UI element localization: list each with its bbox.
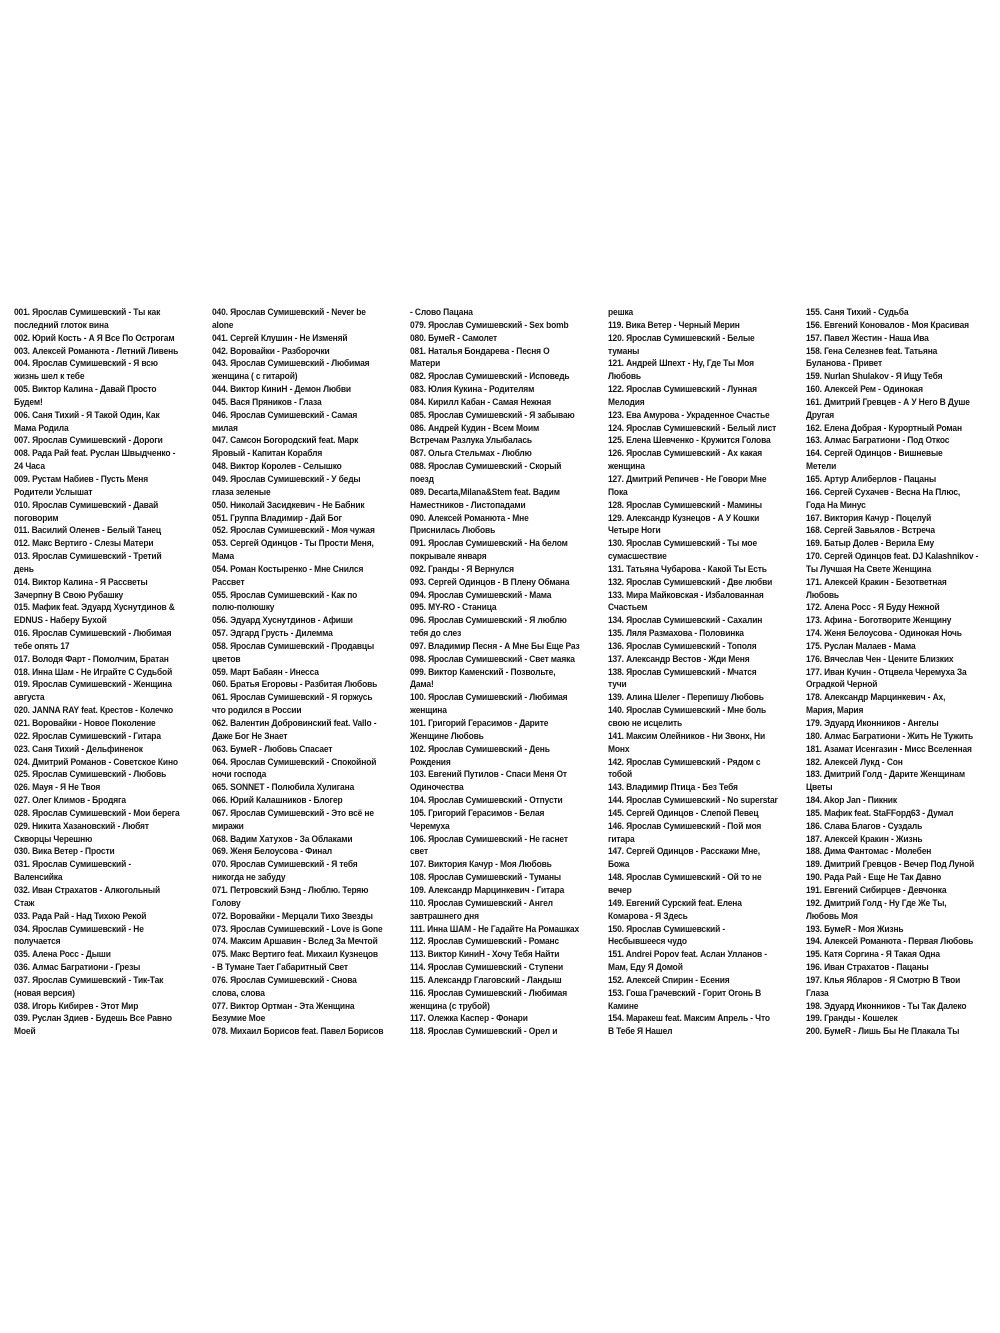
track-line: Цветы [806,781,833,793]
track-line: 180. Алмас Багратиони - Жить Не Тужить [806,729,974,741]
track-line: EDNUS - Наберу Бухой [14,614,107,626]
track-line: 145. Сергей Одинцов - Слепой Певец [608,806,759,818]
track-line: 143. Владимир Птица - Без Тебя [608,781,738,793]
track-line: милая [212,421,238,433]
track-line: Монх [608,742,630,754]
track-line: 031. Ярослав Сумишевский - [14,858,132,870]
track-line: 040. Ярослав Сумишевский - Never be [212,306,366,317]
track-line: 181. Азамат Исенгазин - Мисс Вселенная [806,742,972,754]
track-line: женщина [608,460,645,472]
track-line: 055. Ярослав Сумишевский - Как по [212,588,358,600]
track-line: 005. Виктор Калина - Давай Просто [14,383,157,395]
track-line: Мам, Еду Я Домой [608,961,683,973]
track-line: 170. Сергей Одинцов feat. DJ Kalashnikov - [806,550,979,562]
track-line: 078. Михаил Борисов feat. Павел Борисов [212,1025,384,1037]
track-line: жизнь шел к тебе [14,370,85,382]
track-line: 113. Виктор КиниН - Хочу Тебя Найти [410,948,560,960]
track-line: получается [14,935,61,947]
track-line: 032. Иван Страхатов - Алкогольный [14,883,161,895]
track-line: 017. Володя Фарт - Помолчим, Братан [14,652,169,664]
track-line: женщина [410,704,447,716]
track-line: Родители Услышат [14,485,93,497]
track-line: 068. Вадим Хатухов - За Облаками [212,832,353,844]
track-line: 008. Рада Рай feat. Руслан Швыдченко - [14,447,176,459]
track-line: ночи господа [212,768,267,780]
track-line: 054. Роман Костыренко - Мне Снился [212,562,364,574]
track-line: 144. Ярослав Сумишевский - No superstar [608,794,778,806]
track-line: 166. Сергей Сухачев - Весна На Плюс, [806,485,961,497]
track-line: 050. Николай Засидкевич - Не Бабник [212,498,365,510]
track-line: 126. Ярослав Сумишевский - Ах какая [608,447,763,459]
track-line: 146. Ярослав Сумишевский - Пой моя [608,819,762,831]
track-line: 127. Дмитрий Репичев - Не Говори Мне [608,472,767,484]
tracklist-column-1 [14,306,204,1038]
track-line: Метели [806,460,837,472]
track-line: Камине [608,999,639,1011]
track-line: 24 Часа [14,460,45,472]
track-line: 035. Алена Росс - Дыши [14,948,111,960]
track-line: Одиночества [410,781,464,793]
track-line: 125. Елена Шевченко - Кружится Голова [608,434,771,446]
track-line: 009. Рустам Набиев - Пусть Меня [14,472,149,484]
track-line: Даже Бог Не Знает [212,729,288,741]
track-line: последний глоток вина [14,318,109,330]
track-line: 047. Самсон Богородский feat. Марк [212,434,359,446]
track-line: 156. Евгений Коновалов - Моя Красивая [806,318,969,330]
track-line: 173. Афина - Боготворите Женщину [806,614,952,626]
track-line: 058. Ярослав Сумишевский - Продавцы [212,639,375,651]
track-line: 080. БумеR - Самолет [410,331,498,343]
track-line: 099. Виктор Каменский - Позвольте, [410,665,556,677]
track-line: 093. Сергей Одинцов - В Плену Обмана [410,575,570,587]
track-line: 101. Григорий Герасимов - Дарите [410,717,549,728]
track-line: В Тебе Я Нашел [608,1025,673,1037]
track-line: 120. Ярослав Сумишевский - Белые [608,331,755,343]
track-line: 091. Ярослав Сумишевский - На белом [410,537,568,549]
track-line: 109. Александр Марцинкевич - Гитара [410,883,565,895]
track-line: 103. Евгений Путилов - Спаси Меня От [410,768,567,780]
track-line: 021. Воровайки - Новое Поколение [14,717,156,728]
track-line: 001. Ярослав Сумишевский - Ты как [14,306,161,317]
track-line: 163. Алмас Багратиони - Под Откос [806,434,950,446]
track-line: 026. Мауя - Я Не Твоя [14,781,101,793]
track-line: 066. Юрий Калашников - Блогер [212,794,343,806]
track-line: 090. Алексей Романюта - Мне [410,511,529,523]
track-line: 053. Сергей Одинцов - Ты Прости Меня, [212,537,374,549]
track-line: Валенсийка [14,871,63,883]
track-line: 194. Алексей Романюта - Первая Любовь [806,935,974,947]
track-line: 007. Ярослав Сумишевский - Дороги [14,434,163,446]
track-line: 024. Дмитрий Романов - Советское Кино [14,755,178,767]
track-line: 131. Татьяна Чубарова - Какой Ты Есть [608,562,767,574]
track-line: тебя до слез [410,627,462,639]
track-line: 155. Саня Тихий - Судьба [806,306,909,317]
track-line: 003. Алексей Романюта - Летний Ливень [14,344,179,356]
track-line: 044. Виктор КиниН - Демон Любви [212,383,351,395]
track-line: 171. Алексей Кракин - Безответная [806,575,947,587]
track-line: 136. Ярослав Сумишевский - Тополя [608,639,757,651]
track-line: тебе опять 17 [14,639,70,651]
track-line: 056. Эдуард Хуснутдинов - Афиши [212,614,353,626]
track-line: 175. Руслан Малаев - Мама [806,639,916,651]
track-line: Пока [608,485,628,497]
track-line: 071. Петровский Бэнд - Люблю. Теряю [212,883,369,895]
track-line: Встречам Разлука Улыбалась [410,434,532,446]
tracklist-column-3 [410,306,600,1038]
track-line: глаза зеленые [212,485,271,497]
track-line: 051. Группа Владимир - Дай Бог [212,511,342,523]
track-line: 098. Ярослав Сумишевский - Свет маяка [410,652,575,664]
track-line: Божа [608,858,630,870]
track-line: Мама [212,550,235,562]
track-line: 104. Ярослав Сумишевский - Отпусти [410,794,563,806]
track-line: Яровый - Капитан Корабля [212,447,323,459]
track-line: 094. Ярослав Сумишевский - Мама [410,588,552,600]
track-line: 159. Nurlan Shulakov - Я Ищу Тебя [806,370,943,382]
track-line: никогда не забуду [212,871,286,883]
track-line: Мария, Мария [806,704,864,716]
track-line: 038. Игорь Кибирев - Этот Мир [14,999,139,1011]
track-line: Мама Родила [14,421,69,433]
track-line: 087. Ольга Стельмах - Люблю [410,447,532,459]
track-line: что родился в России [212,704,302,716]
track-line: 151. Andrei Popov feat. Аслан Улланов - [608,948,767,960]
track-line: 183. Дмитрий Голд - Дарите Женщинам [806,768,965,780]
track-line: 052. Ярослав Сумишевский - Моя чужая [212,524,375,536]
track-line: 023. Саня Тихий - Дельфиненок [14,742,143,754]
track-line: 165. Артур Алиберлов - Пацаны [806,472,937,484]
track-line: 192. Дмитрий Голд - Ну Где Же Ты, [806,896,947,908]
track-line: 083. Юлия Кукина - Родителям [410,383,535,395]
track-line: 002. Юрий Кость - А Я Все По Острогам [14,331,175,343]
track-line: Будем! [14,395,43,407]
track-line: Скворцы Черешню [14,832,93,844]
track-line: 164. Сергей Одинцов - Вишневые [806,447,943,459]
track-line: Дама! [410,678,434,690]
track-line: свет [410,845,428,857]
track-line: 118. Ярослав Сумишевский - Орел и [410,1025,558,1037]
track-line: покрывале января [410,550,487,562]
track-line: 033. Рада Рай - Над Тихою Рекой [14,909,147,921]
track-line: 049. Ярослав Сумишевский - У беды [212,472,361,484]
track-line: 111. Инна ШАМ - Не Гадайте На Ромашках [410,922,580,934]
track-line: Стаж [14,896,35,908]
track-line: 123. Ева Амурова - Украденное Счастье [608,408,770,420]
track-line: 028. Ярослав Сумишевский - Мои берега [14,806,180,818]
track-line: 042. Воровайки - Разборочки [212,344,330,356]
track-line: 100. Ярослав Сумишевский - Любимая [410,691,568,703]
track-line: Буланова - Привет [806,357,883,369]
track-line: 200. БумеR - Лишь Бы Не Плакала Ты [806,1025,960,1037]
track-line: 085. Ярослав Сумишевский - Я забываю [410,408,575,420]
track-line: 088. Ярослав Сумишевский - Скорый [410,460,562,472]
track-line: 025. Ярослав Сумишевский - Любовь [14,768,167,780]
track-line: 157. Павел Жестин - Наша Ива [806,331,929,343]
track-line: 045. Вася Пряников - Глаза [212,395,322,407]
track-line: 153. Гоша Грачевский - Горит Огонь В [608,986,762,998]
track-line: 196. Иван Страхатов - Пацаны [806,961,929,973]
track-line: 041. Сергей Клушин - Не Изменяй [212,331,348,343]
tracklist-column-5 [806,306,996,1038]
tracklist-column-4 [608,306,798,1038]
track-line: 168. Сергей Завьялов - Встреча [806,524,935,536]
track-line: 039. Руслан Здиев - Будешь Все Равно [14,1012,172,1024]
track-line: Другая [806,408,835,420]
track-line: 114. Ярослав Сумишевский - Ступени [410,961,564,973]
track-line: 189. Дмитрий Гревцов - Вечер Под Луной [806,858,975,870]
track-line: туманы [608,344,640,356]
track-line: 015. Мафик feat. Эдуард Хуснутдинов & [14,601,175,613]
track-line: 030. Вика Ветер - Прости [14,845,115,857]
track-line: 140. Ярослав Сумишевский - Мне боль [608,704,767,716]
track-line: 010. Ярослав Сумишевский - Давай [14,498,159,510]
track-line: 197. Клья Ябларов - Я Смотрю В Твои [806,973,961,985]
track-line: 147. Сергей Одинцов - Расскажи Мне, [608,845,760,857]
track-line: 141. Максим Олейников - Ни Звонх, Ни [608,729,766,741]
track-line: 138. Ярослав Сумишевский - Мчатся [608,665,757,677]
track-line: 011. Василий Оленев - Белый Танец [14,524,161,536]
track-line: 107. Виктория Качур - Моя Любовь [410,858,552,870]
track-line: Черемуха [410,819,450,831]
track-line: 079. Ярослав Сумишевский - Sex bomb [410,318,569,330]
track-line: 130. Ярослав Сумишевский - Ты мое [608,537,758,549]
track-line: 102. Ярослав Сумишевский - День [410,742,550,754]
track-line: 046. Ярослав Сумишевский - Самая [212,408,358,420]
track-line: Наместников - Листопадами [410,498,526,510]
track-line: 152. Алексей Спирин - Есения [608,973,730,985]
track-line: (новая версия) [14,986,75,998]
track-line: 095. MY-RO - Станица [410,601,497,613]
track-line: 037. Ярослав Сумишевский - Тик-Так [14,973,164,985]
track-line: тобой [608,768,633,780]
track-line: 135. Ляля Размахова - Половинка [608,627,744,639]
track-line: 169. Батыр Долев - Верила Ему [806,537,935,549]
track-line: миражи [212,819,244,831]
track-line: 178. Александр Марцинкевич - Ах, [806,691,946,703]
track-line: 182. Алексей Лукд - Сон [806,755,903,767]
track-line: Голову [212,896,241,908]
track-line: день [14,562,34,574]
track-line: 012. Макс Вертиго - Слезы Матери [14,537,154,549]
track-line: Матери [410,357,441,369]
track-line: 029. Никита Хазановский - Любят [14,819,149,831]
track-line: поезд [410,472,434,484]
track-line: Любовь [608,370,641,382]
track-line: 016. Ярослав Сумишевский - Любимая [14,627,172,639]
track-line: Четыре Ноги [608,524,661,536]
track-line: 096. Ярослав Сумишевский - Я люблю [410,614,567,626]
track-line: 061. Ярослав Сумишевский - Я горжусь [212,691,373,703]
track-line: 179. Эдуард Иконников - Ангелы [806,717,939,728]
track-line: Ты Лучшая На Свете Женщина [806,562,932,574]
track-line: 074. Максим Аршавин - Вслед За Мечтой [212,935,378,947]
track-line: Несбывшееся чудо [608,935,687,947]
track-line: 019. Ярослав Сумишевский - Женщина [14,678,172,690]
track-line: 158. Гена Селезнев feat. Татьяна [806,344,938,356]
track-line: 004. Ярослав Сумишевский - Я всю [14,357,158,369]
track-line: 167. Виктория Качур - Поцелуй [806,511,932,523]
track-line: 081. Наталья Бондарева - Песня О [410,344,550,356]
track-line: 154. Маракеш feat. Максим Апрель - Что [608,1012,770,1024]
track-line: 112. Ярослав Сумишевский - Романс [410,935,560,947]
track-line: 129. Александр Кузнецов - А У Кошки [608,511,760,523]
track-line: 117. Олежка Каспер - Фонари [410,1012,528,1024]
track-line: Зачерпну В Свою Рубашку [14,588,124,600]
track-line: Приснилась Любовь [410,524,496,536]
track-line: 057. Эдгард Грусть - Дилемма [212,627,333,639]
track-line: Рассвет [212,575,245,587]
track-line: 060. Братья Егоровы - Разбитая Любовь [212,678,378,690]
track-line: 006. Саня Тихий - Я Такой Один, Как [14,408,160,420]
track-line: вечер [608,883,632,895]
track-line: 191. Евгений Сибирцев - Девчонка [806,883,947,895]
track-line: 027. Олег Климов - Бродяга [14,794,126,806]
track-line: 075. Макс Вертиго feat. Михаил Кузнецов [212,948,378,960]
track-line: цветов [212,652,241,664]
track-line: слова, слова [212,986,265,998]
track-line: августа [14,691,45,703]
track-line: Рождения [410,755,451,767]
track-line: завтрашнего дня [410,909,479,921]
track-line: 097. Владимир Песня - А Мне Бы Еще Раз [410,639,580,651]
track-line: 089. Decarta,Milana&Stem feat. Вадим [410,485,560,497]
track-line: 069. Женя Белоусова - Финал [212,845,332,857]
track-line: 064. Ярослав Сумишевский - Спокойной [212,755,377,767]
track-line: 187. Алексей Кракин - Жизнь [806,832,923,844]
track-line: 070. Ярослав Сумишевский - Я тебя [212,858,358,870]
track-line: Женщине Любовь [410,729,484,741]
track-line: - В Тумане Тает Габаритный Свет [212,961,348,973]
track-line: 172. Алена Росс - Я Буду Нежной [806,601,940,613]
track-line: 142. Ярослав Сумишевский - Рядом с [608,755,761,767]
track-line: 195. Катя Соргина - Я Такая Одна [806,948,940,960]
track-line: 043. Ярослав Сумишевский - Любимая [212,357,370,369]
track-line: поговорим [14,511,59,523]
track-line: Любовь [806,588,839,600]
track-line: Счастьем [608,601,648,613]
track-line: женщина ( с гитарой) [212,370,298,382]
track-line: Любовь Моя [806,909,858,921]
track-line: женщина (с трубой) [410,999,490,1011]
track-line: alone [212,318,234,330]
track-line: 092. Гранды - Я Вернулся [410,562,514,574]
track-line: 128. Ярослав Сумишевский - Мамины [608,498,762,510]
track-line: 150. Ярослав Сумишевский - [608,922,726,934]
track-line: сумасшествие [608,550,667,562]
tracklist-column-2 [212,306,402,1038]
track-line: 105. Григорий Герасимов - Белая [410,806,545,818]
track-line: 122. Ярослав Сумишевский - Лунная [608,383,757,395]
track-line: 063. БумеR - Любовь Спасает [212,742,333,754]
track-line: 020. JANNA RAY feat. Крестов - Колечко [14,704,174,716]
track-line: 139. Алина Шелег - Перепишу Любовь [608,691,764,703]
tracklist-sheet [14,306,992,1046]
track-line: 059. Март Бабаян - Инесса [212,665,319,677]
track-line: 086. Андрей Кудин - Всем Моим [410,421,540,433]
track-line: 116. Ярослав Сумишевский - Любимая [410,986,568,998]
track-line: 198. Эдуард Иконников - Ты Так Далеко [806,999,967,1011]
track-line: 018. Инна Шам - Не Играйте С Судьбой [14,665,173,677]
track-line: 108. Ярослав Сумишевский - Туманы [410,871,561,883]
track-line: Года На Минус [806,498,866,510]
track-line: полю-полюшку [212,601,275,613]
track-line: 073. Ярослав Сумишевский - Love is Gone [212,922,383,934]
track-line: 077. Виктор Ортман - Эта Женщина [212,999,355,1011]
track-line: 161. Дмитрий Гревцев - А У Него В Душе [806,395,970,407]
track-line: 132. Ярослав Сумишевский - Две любви [608,575,773,587]
track-line: 014. Виктор Калина - Я Рассветы [14,575,148,587]
track-line: тучи [608,678,627,690]
track-line: 174. Женя Белоусова - Одинокая Ночь [806,627,962,639]
track-line: решка [608,306,634,317]
track-line: 115. Александр Глаговский - Ландыш [410,973,562,985]
track-line: 048. Виктор Королев - Селышко [212,460,342,472]
track-line: 177. Иван Кучин - Отцвела Черемуха За [806,665,967,677]
track-line: 149. Евгений Сурский feat. Елена [608,896,742,908]
track-line: гитара [608,832,635,844]
track-line: 076. Ярослав Сумишевский - Снова [212,973,357,985]
track-line: 148. Ярослав Сумишевский - Ой то не [608,871,762,883]
track-line: Мелодия [608,395,645,407]
track-line: 137. Александр Вестов - Жди Меня [608,652,750,664]
track-line: Комарова - Я Здесь [608,909,688,921]
track-line: 072. Воровайки - Мерцали Тихо Звезды [212,909,373,921]
track-line: 124. Ярослав Сумишевский - Белый лист [608,421,777,433]
track-line: 065. SONNET - Полюбила Хулигана [212,781,355,793]
track-line: свою не исцелить [608,717,683,728]
track-line: 036. Алмас Багратиони - Грезы [14,961,141,973]
track-line: - Слово Пацана [410,306,473,317]
track-line: Безумие Мое [212,1012,266,1024]
track-line: 134. Ярослав Сумишевский - Сахалин [608,614,763,626]
track-line: 186. Слава Благов - Суздаль [806,819,923,831]
track-line: 119. Вика Ветер - Черный Мерин [608,318,740,330]
track-line: 184. Akop Jan - Пикник [806,794,897,806]
track-line: 067. Ярослав Сумишевский - Это всё не [212,806,374,818]
track-line: Глаза [806,986,829,998]
track-line: 199. Гранды - Кошелек [806,1012,898,1024]
track-line: 190. Рада Рай - Еще Не Так Давно [806,871,942,883]
track-line: Оградкой Черной [806,678,878,690]
track-line: 013. Ярослав Сумишевский - Третий [14,550,162,562]
track-line: 185. Мафик feat. StaFFорд63 - Думал [806,806,954,818]
track-line: 062. Валентин Добровинский feat. Vallo - [212,717,377,728]
track-line: 082. Ярослав Сумишевский - Исповедь [410,370,570,382]
track-line: Моей [14,1025,36,1037]
track-line: 188. Дима Фантомас - Молебен [806,845,932,857]
track-line: 034. Ярослав Сумишевский - Не [14,922,144,934]
track-line: 084. Кирилл Кабан - Самая Нежная [410,395,551,407]
track-line: 110. Ярослав Сумишевский - Ангел [410,896,553,908]
track-line: 176. Вячеслав Чен - Цените Близких [806,652,954,664]
track-line: 160. Алексей Рем - Одинокая [806,383,923,395]
track-line: 121. Андрей Шпехт - Ну, Где Ты Моя [608,357,754,369]
track-line: 022. Ярослав Сумишевский - Гитара [14,729,161,741]
track-line: 133. Мира Майковская - Избалованная [608,588,764,600]
track-line: 162. Елена Добрая - Курортный Роман [806,421,962,433]
track-line: 193. БумеR - Моя Жизнь [806,922,904,934]
track-line: 106. Ярослав Сумишевский - Не гаснет [410,832,568,844]
